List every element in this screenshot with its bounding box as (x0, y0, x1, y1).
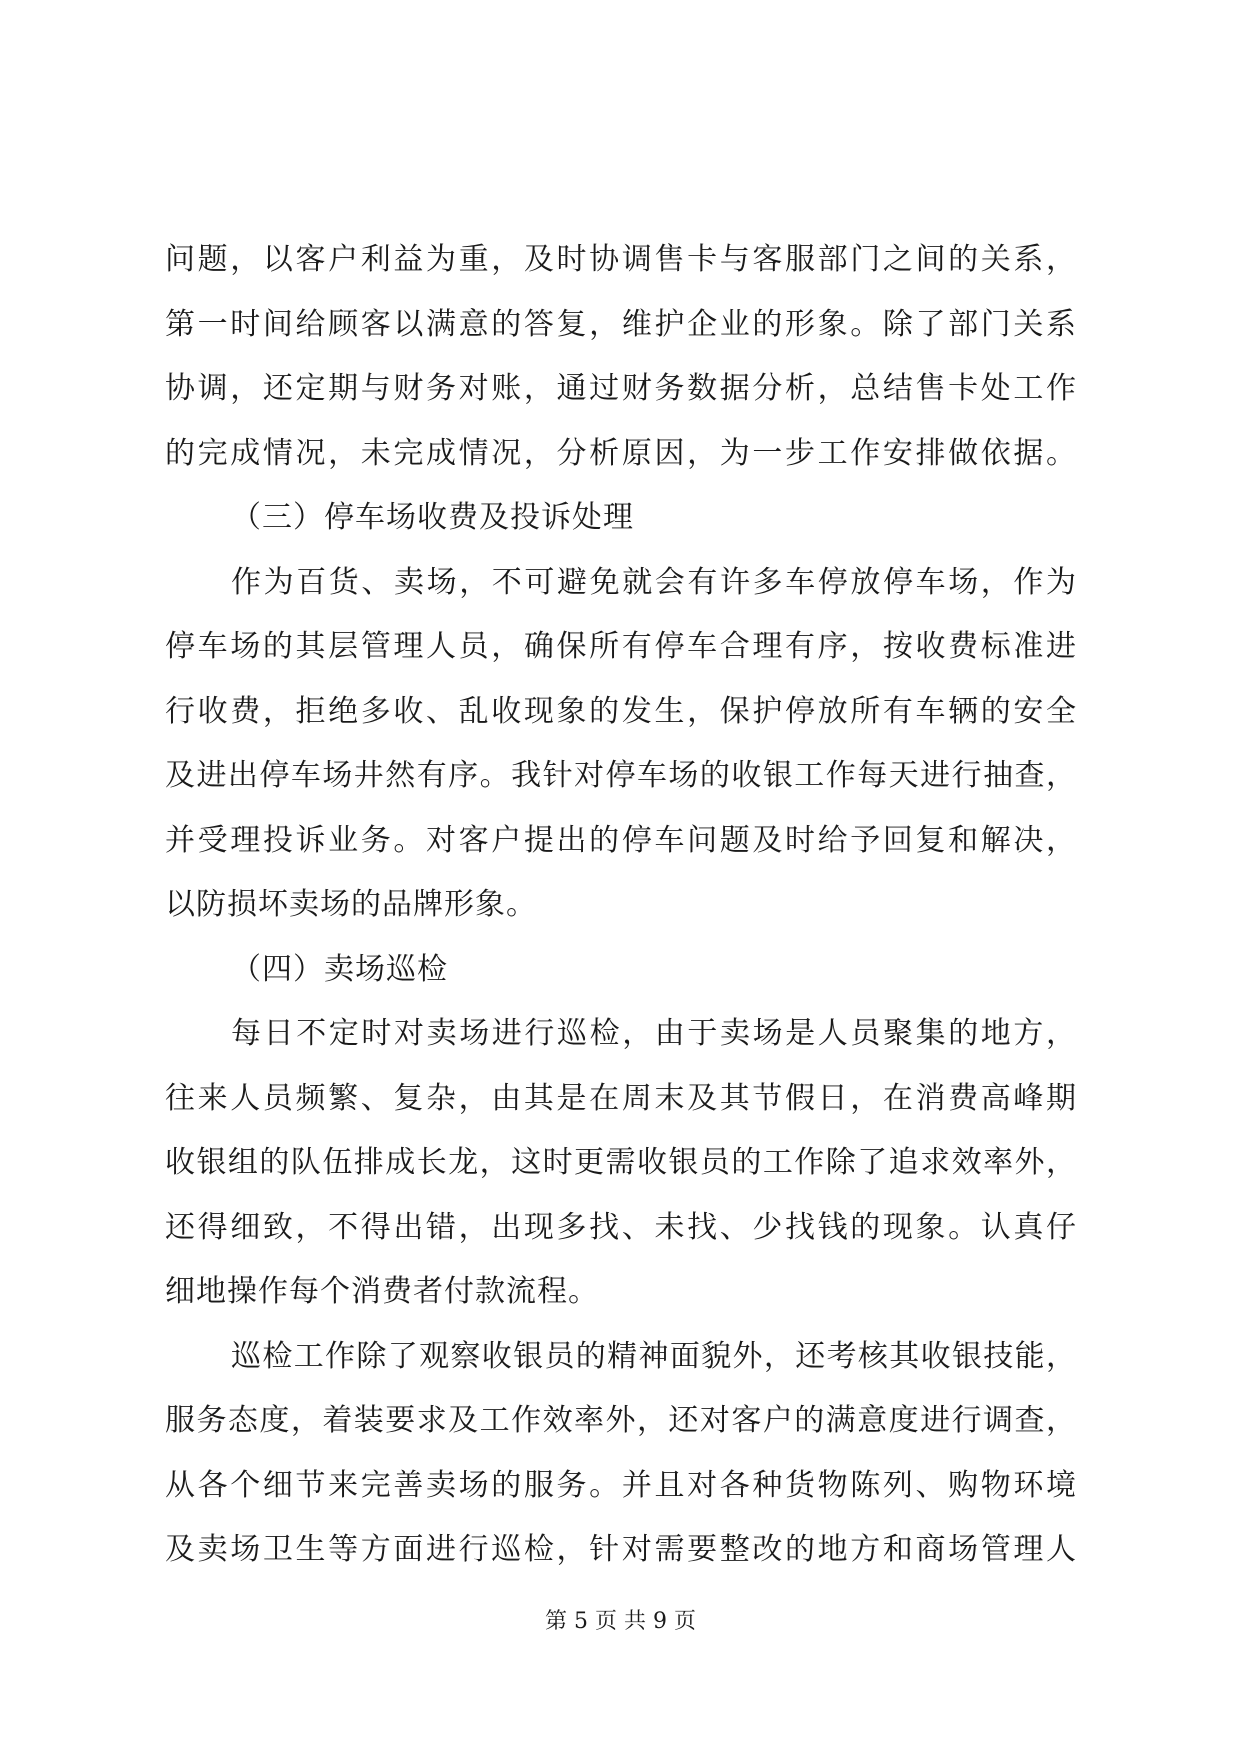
paragraph-line: 问题，以客户利益为重，及时协调售卡与客服部门之间的关系， (165, 242, 1077, 277)
paragraph-line: 以防损坏卖场的品牌形象。 (165, 887, 537, 922)
paragraph-line: 及进出停车场井然有序。我针对停车场的收银工作每天进行抽查， (165, 758, 1077, 793)
paragraph-line: 第一时间给顾客以满意的答复，维护企业的形象。除了部门关系 (165, 306, 1077, 342)
paragraph-line: 作为百货、卖场，不可避免就会有许多车停放停车场，作为 (231, 564, 1077, 600)
paragraph-line: 服务态度，着装要求及工作效率外，还对客户的满意度进行调查， (165, 1403, 1077, 1438)
paragraph-line: 还得细致，不得出错，出现多找、未找、少找钱的现象。认真仔 (165, 1209, 1077, 1245)
page-number-label: 第 5 页 共 9 页 (545, 1609, 696, 1634)
paragraph-line: 停车场的其层管理人员，确保所有停车合理有序，按收费标准进 (165, 629, 1077, 664)
paragraph-line: 细地操作每个消费者付款流程。 (165, 1274, 599, 1309)
paragraph-line: 及卖场卫生等方面进行巡检，针对需要整改的地方和商场管理人 (165, 1532, 1077, 1567)
section-heading: （三）停车场收费及投诉处理 (231, 500, 634, 535)
paragraph-line: 往来人员频繁、复杂，由其是在周末及其节假日，在消费高峰期 (165, 1080, 1077, 1116)
paragraph-line: 的完成情况，未完成情况，分析原因，为一步工作安排做依据。 (165, 435, 1077, 471)
paragraph-line: 巡检工作除了观察收银员的精神面貌外，还考核其收银技能， (231, 1338, 1077, 1374)
paragraph-line: 每日不定时对卖场进行巡检，由于卖场是人员聚集的地方， (231, 1016, 1077, 1051)
paragraph-line: 协调，还定期与财务对账，通过财务数据分析，总结售卡处工作 (165, 371, 1077, 406)
paragraph-line: 并受理投诉业务。对客户提出的停车问题及时给予回复和解决， (165, 822, 1077, 858)
paragraph-line: 收银组的队伍排成长龙，这时更需收银员的工作除了追求效率外， (165, 1145, 1077, 1180)
paragraph-line: 行收费，拒绝多收、乱收现象的发生，保护停放所有车辆的安全 (165, 693, 1077, 729)
paragraph-line: 从各个细节来完善卖场的服务。并且对各种货物陈列、购物环境 (165, 1467, 1077, 1503)
page-footer (0, 1604, 1241, 1635)
body-text (165, 228, 1077, 1583)
section-heading: （四）卖场巡检 (231, 951, 448, 987)
